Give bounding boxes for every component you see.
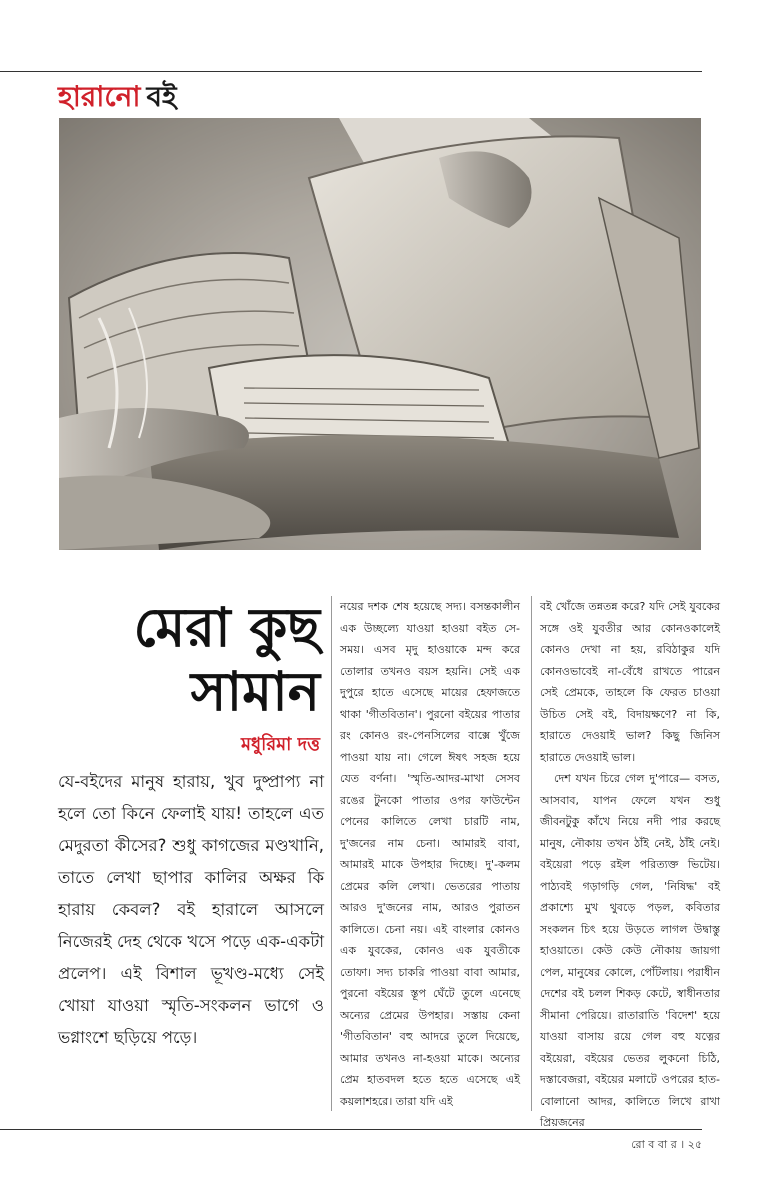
body-column-1 [340,596,520,1112]
bottom-rule [0,1129,702,1130]
column-divider-1 [331,596,332,1111]
body-column-2 [540,596,720,1134]
body-paragraph: বই খোঁজে তন্নতন্ন করে? যদি সেই যুবকের সঙ্গে ওই যুবতীর আর কোনওকালেই কোনও দেখা না হয়, রবিঠাকুর যদি কোনওভাবেই না-বেঁধে রাখতে পারেন সেই প্রেমকে, তাহলে কি ফেরত চাওয়া উচিত সেই বই, বিদায়ক্ষণে? না কি, হারাতে দেওয়াই ভাল? কিছু জিনিস হারাতে দেওয়াই ভাল। [540,600,720,764]
article-photo [59,118,701,550]
section-label-red: হারানো [58,80,141,113]
title-line-1: মেরা কুছ [133,596,320,659]
title-line-2: সামান [190,660,320,723]
author-byline: মধুরিমা দত্ত [241,734,320,755]
section-label-black: বই [146,80,177,113]
column-divider-2 [531,596,532,1111]
body-paragraph: নয়ের দশক শেষ হয়েছে সদ্য। বসন্তকালীন এক উচ্ছল্যে যাওয়া হাওয়া বইত সে-সময়। এসব মৃদু হাওয়াকে মন্দ করে তোলার তখনও বয়স হয়নি। সেই এক দুপুরে হাতে এসেছে মায়ের হেফাজতে থাকা 'গীতবিতান'। পুরনো বইয়ের পাতার রং কোনও রং-পেনসিলের বাক্সে খুঁজে পাওয়া যায় না। গেলে ঈষৎ সহজ হয়ে যেত বর্ণনা। 'স্মৃতি-আদর-মাখা সেসব রঙের টুনকো পাতার ওপর ফাউন্টেন পেনের কালিতে লেখা চারটি নাম, দু'জনের নাম চেনা। আমারই বাবা, আমারই মাকে উপহার দিচ্ছে। দু'-কলম প্রেমের কলি লেখা। ভেতরের পাতায় আরও দু'জনের নাম, আরও পুরাতন কালিতে। চেনা নয়। এই বাংলার কোনও এক যুবকের, কোনও এক যুবতীকে তোফা। সদ্য চাকরি পাওয়া বাবা আমার, পুরনো বইয়ের স্তূপ ঘেঁটে তুলে এনেছে অন্যের প্রেমের উপহার। সস্তায় কেনা 'গীতবিতান' বহু আদরে তুলে দিয়েছে, আমার তখনও না-হওয়া মাকে। অন্যের প্রেম হাতবদল হতে হতে এসেছে এই কয়লাশহরে। তারা যদি এই [340,600,520,1108]
body-paragraph: দেশ যখন চিরে গেল দু'পারে— বসত, আসবাব, যাপন ফেলে যখন শুধু জীবনটুকু কাঁখে নিয়ে নদী পার করছে মানুষ, নৌকায় তখন ঠাঁই নেই, ঠাঁই নেই। বইয়েরা পড়ে রইল পরিত্যক্ত ভিটেয়। পাঠ্যবই গড়াগড়ি গেল, 'নিষিদ্ধ' বই প্রকাশ্যে মুখ থুবড়ে পড়ল, কবিতার সংকলন চিৎ হয়ে উড়তে লাগল উদ্বাস্তু হাওয়াতে। কেউ কেউ নৌকায় জায়গা পেল, মানুষের কোলে, পোঁটলায়। পরাধীন দেশের বই চলল শিকড় কেটে, স্বাধীনতার সীমানা পেরিয়ে। রাতারাতি 'বিদেশ' হয়ে যাওয়া বাসায় রয়ে গেল বহু যত্নের বইয়েরা, বইয়ের ভেতর লুকনো চিঠি, দস্তাবেজরা, বইয়ের মলাটে ওপরের হাত-বোলানো আদর, কালিতে লিখে রাখা প্রিয়জনের [540,772,720,1129]
section-heading [58,80,177,114]
top-rule [0,71,702,72]
article-lede: যে-বইদের মানুষ হারায়, খুব দুষ্প্রাপ্য না হলে তো কিনে ফেলাই যায়! তাহলে এত মেদুরতা কীসের? শুধু কাগজের মণ্ডখানি, তাতে লেখা ছাপার কালির অক্ষর কি হারায় কেবল? বই হারালে আসলে নিজেরই দেহ থেকে খসে পড়ে এক-একটা প্রলেপ। এই বিশাল ভূখণ্ড-মধ্যে সেই খোয়া যাওয়া স্মৃতি-সংকলন ভাগে ও ভগ্নাংশে ছড়িয়ে পড়ে। [58,772,324,1047]
article-title [100,596,320,724]
old-book-photo-illustration [59,118,701,550]
page-folio: রো ব বা র । ২৫ [631,1138,702,1151]
